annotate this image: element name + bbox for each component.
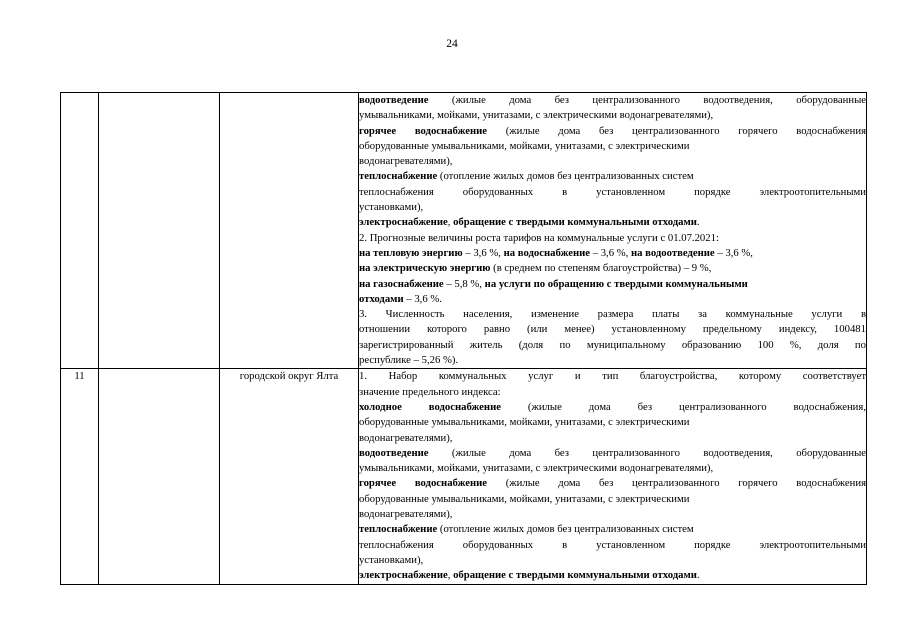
page-number: 24: [446, 38, 458, 50]
content-cell: [359, 369, 867, 584]
bold-term: горячее водоснабжение: [359, 124, 488, 137]
text-fragment: умывальниками, мойками, унитазами, с электрическими водонагревателями),: [359, 462, 714, 475]
text-line: [359, 261, 866, 276]
text-line: [359, 185, 866, 200]
text-line: [359, 215, 866, 230]
text-fragment: ,: [447, 569, 454, 582]
text-line: [359, 522, 866, 537]
text-fragment: зарегистрированный житель (доля по муниципальному образованию 100 %, доля по: [359, 338, 866, 351]
text-line: [359, 538, 866, 553]
text-line: [359, 553, 866, 568]
text-line: [359, 431, 866, 446]
text-fragment: 1. Набор коммунальных услуг и тип благоустройства, которому соответствует: [359, 370, 866, 383]
bold-term: на водоснабжение: [503, 246, 591, 259]
municipality-cell: [220, 93, 359, 369]
text-line: [359, 200, 866, 215]
text-fragment: оборудованные умывальниками, мойками, унитазами, с электрическими: [359, 492, 690, 505]
text-fragment: 2. Прогнозные величины роста тарифов на коммунальные услуги с 01.07.2021:: [359, 231, 719, 244]
text-fragment: теплоснабжения оборудованных в установленном порядке электроотопительными: [359, 538, 866, 551]
text-line: [359, 124, 866, 139]
bold-term: водоотведение: [359, 446, 429, 459]
text-line: [359, 476, 866, 491]
bold-term: теплоснабжение: [359, 523, 438, 536]
text-fragment: водонагревателями),: [359, 508, 453, 521]
bold-term: на водоотведение: [630, 246, 715, 259]
text-line: [359, 507, 866, 522]
text-fragment: оборудованные умывальниками, мойками, унитазами, с электрическими: [359, 416, 690, 429]
text-fragment: теплоснабжения оборудованных в установленном порядке электроотопительными: [359, 185, 866, 198]
bold-term: холодное водоснабжение: [359, 400, 501, 413]
bold-term: на тепловую энергию: [359, 246, 463, 259]
text-line: [359, 154, 866, 169]
text-line: [359, 322, 866, 337]
row-number-cell: [61, 93, 99, 369]
text-line: [359, 385, 866, 400]
tariff-table: [60, 92, 867, 585]
text-fragment: – 5,8 %,: [443, 277, 485, 290]
municipality-cell: городской округ Ялта: [220, 369, 359, 584]
text-line: [359, 415, 866, 430]
table-row: [61, 93, 867, 369]
text-fragment: ,: [447, 216, 454, 229]
text-line: [359, 169, 866, 184]
text-line: [359, 277, 866, 292]
text-fragment: установками),: [359, 553, 424, 566]
content-lines: [359, 93, 866, 368]
text-line: [359, 93, 866, 108]
text-fragment: – 3,6 %.: [403, 292, 442, 305]
row-number-cell: 11: [61, 369, 99, 584]
bold-term: электроснабжение: [359, 216, 448, 229]
text-fragment: умывальниками, мойками, унитазами, с электрическими водонагревателями),: [359, 109, 714, 122]
bold-term: на газоснабжение: [359, 277, 444, 290]
text-fragment: (жилые дома без централизованного водоотведения, оборудованные: [428, 446, 866, 459]
text-line: [359, 492, 866, 507]
empty-cell: [99, 93, 220, 369]
text-line: [359, 307, 866, 322]
text-fragment: отношении которого равно (или менее) установленному предельному индексу, 100481: [359, 323, 866, 336]
text-fragment: оборудованные умывальниками, мойками, унитазами, с электрическими: [359, 139, 690, 152]
text-fragment: (отопление жилых домов без централизованных систем: [437, 170, 694, 183]
table-row: [61, 369, 867, 584]
text-line: [359, 231, 866, 246]
text-fragment: водонагревателями),: [359, 155, 453, 168]
bold-term: обращение с твердыми коммунальными отходами: [453, 216, 697, 229]
text-line: [359, 446, 866, 461]
empty-cell: [99, 369, 220, 584]
text-line: [359, 246, 866, 261]
text-line: [359, 400, 866, 415]
bold-term: водоотведение: [359, 94, 429, 106]
text-line: [359, 461, 866, 476]
text-line: [359, 139, 866, 154]
text-fragment: (жилые дома без централизованного горячего водоснабжения: [487, 124, 866, 137]
content-cell: [359, 93, 867, 369]
bold-term: на услуги по обращению с твердыми коммунальными: [484, 277, 748, 290]
text-fragment: – 3,6 %,: [462, 246, 504, 259]
text-fragment: – 3,6 %,: [714, 246, 753, 259]
text-line: [359, 292, 866, 307]
bold-term: обращение с твердыми коммунальными отходами: [453, 569, 697, 582]
content-lines: [359, 369, 866, 583]
text-fragment: – 3,6 %,: [590, 246, 631, 259]
bold-term: отходами: [359, 292, 404, 305]
bold-term: теплоснабжение: [359, 170, 438, 183]
bold-term: на электрическую энергию: [359, 262, 491, 275]
text-fragment: водонагревателями),: [359, 431, 453, 444]
text-line: [359, 338, 866, 353]
text-fragment: 3. Численность населения, изменение размера платы за коммунальные услуги в: [359, 308, 866, 321]
text-line: [359, 369, 866, 384]
text-fragment: (в среднем по степеням благоустройства) – 9 %,: [490, 262, 712, 275]
bold-term: горячее водоснабжение: [359, 477, 488, 490]
text-line: [359, 353, 866, 368]
text-fragment: установками),: [359, 201, 424, 214]
text-fragment: значение предельного индекса:: [359, 385, 501, 398]
text-fragment: .: [696, 216, 700, 229]
text-line: [359, 108, 866, 123]
text-fragment: республике – 5,26 %).: [359, 354, 459, 367]
text-fragment: (жилые дома без централизованного водоотведения, оборудованные: [428, 94, 866, 106]
text-fragment: (отопление жилых домов без централизованных систем: [437, 523, 694, 536]
bold-term: электроснабжение: [359, 569, 448, 582]
text-fragment: (жилые дома без централизованного горячего водоснабжения: [487, 477, 866, 490]
text-fragment: (жилые дома без централизованного водоснабжения,: [500, 400, 866, 413]
text-fragment: .: [696, 569, 700, 582]
text-line: [359, 568, 866, 583]
